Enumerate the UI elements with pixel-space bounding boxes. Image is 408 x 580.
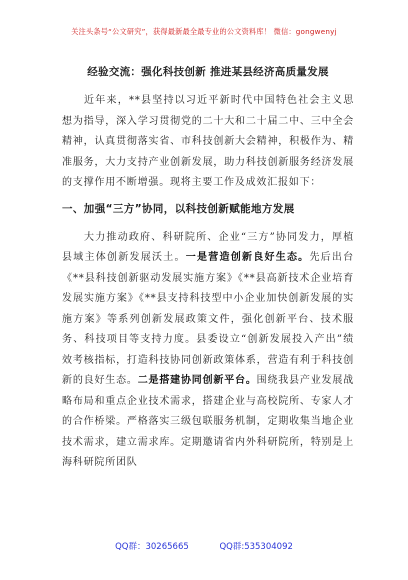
section1-bold-point-2: 二是搭建协同创新平台。 [137, 375, 257, 386]
section1-text-2: 先后出台《**县科技创新驱动发展实施方案》《**县高新技术企业培育发展实施方案》《**县支持科技型中小企业加快创新发展的实施方案》等系列创新发展政策文件，强化创新平台、技术服务、科技项目等支持力度。县委设立“创新发展投入产出”绩效考核指标，打造科技协同创新政策体系，营造有利于科技创新的良好生态。 [62, 252, 354, 386]
section1-paragraph [62, 228, 354, 474]
document-page [62, 64, 354, 474]
footer-contacts [0, 540, 408, 552]
intro-paragraph: 近年来，**县坚持以习近平新时代中国特色社会主义思想为指导，深入学习贯彻党的二十大和二十届二中、三中全会精神，认真贯彻落实省、市科技创新大会精神，积极作为、精准服务，大力支持产业创新发展，助力科技创新服务经济发展的支撑作用不断增强。现将主要工作及成效汇报如下： [62, 95, 354, 188]
section1-bold-point-1: 一是营造创新良好生态。 [185, 252, 310, 263]
section1-text-1: 大力推动政府、科研院所、企业“三方”协同发力，厚植县域主体创新发展沃土。 [62, 231, 354, 263]
footer-qq-group-2: QQ群:535304092 [219, 542, 293, 552]
promo-banner: 关注头条号“公文研究”，获得最新最全最专业的公文资料库！ 微信：gongwenyj [71, 27, 337, 36]
document-title: 经验交流：强化科技创新 推进某县经济高质量发展 [87, 66, 329, 78]
footer-qq-group-1: QQ群：30265665 [115, 542, 189, 552]
section1-text-3: 围绕我县产业发展战略布局和重点企业技术需求，搭建企业与高校院所、专家人才的合作桥梁。严格落实三级包联服务机制，定期收集当地企业技术需求，建立需求库。定期邀请省内外科研院所，特别是上海科研院所团队 [62, 375, 354, 468]
section-heading-1: 一、加强“三方”协同，以科技创新赋能地方发展 [62, 202, 295, 215]
